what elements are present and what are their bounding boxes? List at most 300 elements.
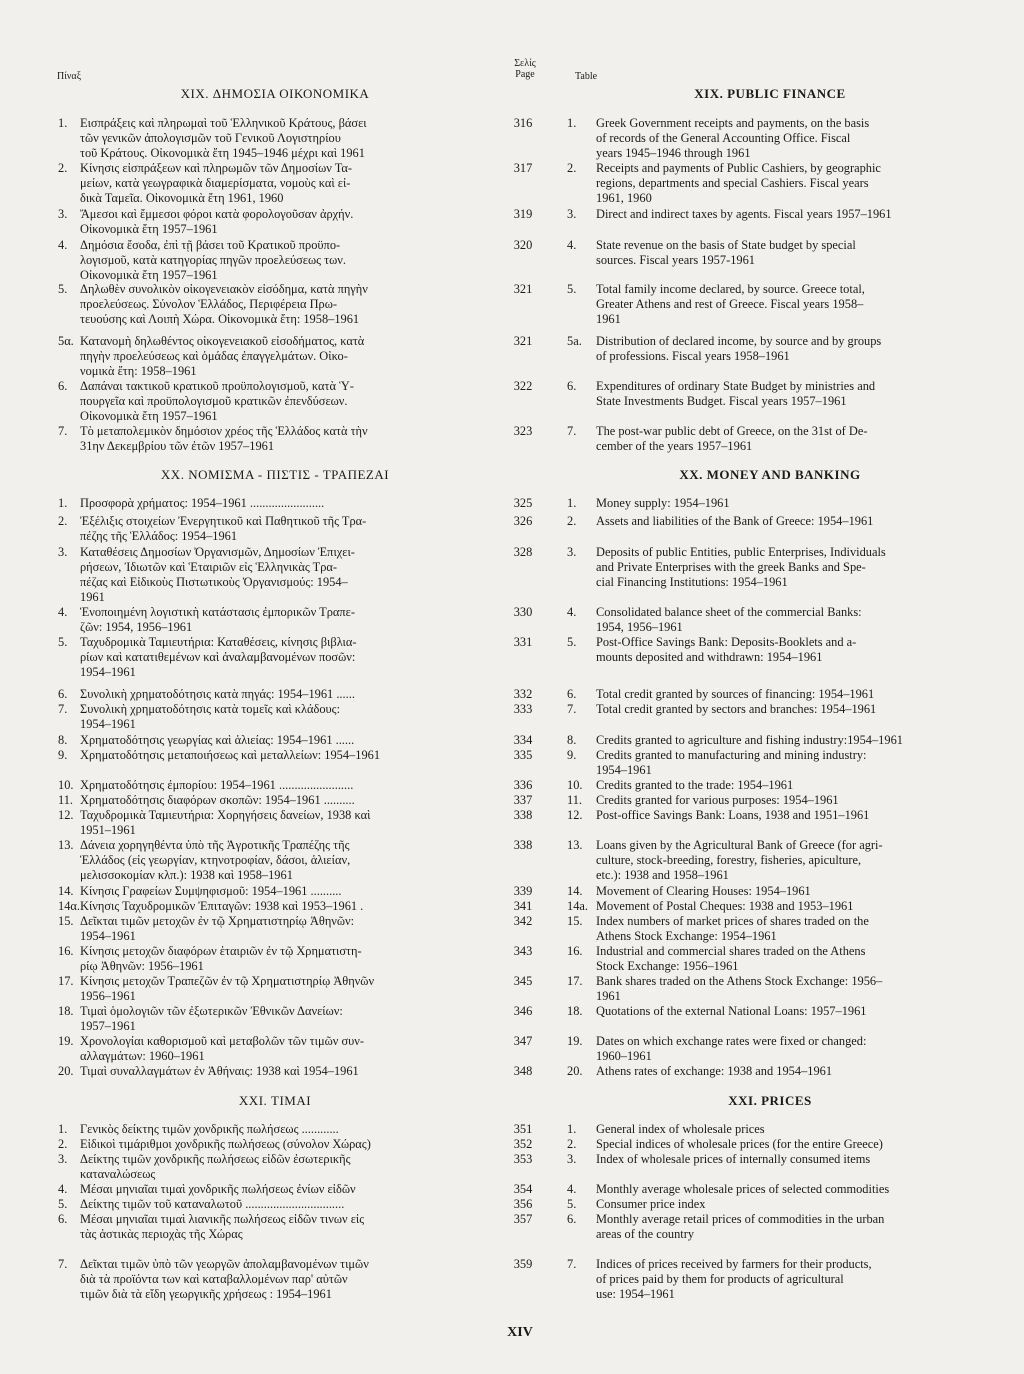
text-line: Expenditures of ordinary State Budget by ministries and	[596, 379, 876, 393]
entry-number-greek: 4.	[58, 1182, 68, 1196]
text-line: Greek Government receipts and payments, on the basis	[596, 116, 870, 130]
text-line: Bank shares traded on the Athens Stock Exchange: 1956–	[596, 974, 883, 988]
entry-title-greek	[80, 424, 498, 454]
entry-title-greek	[80, 778, 498, 793]
text-line: Loans given by the Agricultural Bank of Greece (for agri-	[596, 838, 883, 852]
page-column-label	[505, 58, 545, 80]
entry-number-greek: 14α.	[58, 899, 80, 913]
text-line: Χρονολογίαι καθορισμοῦ καὶ μεταβολῶν τῶν τιμῶν συν-	[80, 1034, 365, 1048]
entry-number-greek: 18.	[58, 1004, 74, 1018]
entry-title-english	[596, 1122, 972, 1137]
text-line: Δάνεια χορηγηθέντα ὑπὸ τῆς Ἀγροτικῆς Τραπέζης τῆς	[80, 838, 350, 852]
entry-number-greek: 3.	[58, 1152, 68, 1166]
text-line: of professions. Fiscal years 1958–1961	[596, 349, 790, 363]
entry-number-greek: 3.	[58, 207, 68, 221]
entry-page-number: 321	[513, 334, 533, 348]
entry-title-english	[596, 838, 972, 883]
text-line: Οἰκονομικὰ ἔτη 1957–1961	[80, 268, 218, 282]
text-line: μείων, κατὰ γεωγραφικὰ διαμερίσματα, νομοὺς καὶ εἰ-	[80, 176, 351, 190]
entry-title-greek	[80, 974, 498, 1004]
text-line: Credits granted for various purposes: 1954–1961	[596, 793, 839, 807]
text-line: Συνολικὴ χρηματοδότησις κατὰ πηγάς: 1954–1961 ......	[80, 687, 355, 701]
entry-number-english: 6.	[567, 379, 577, 393]
text-line: Δεῖκται τιμῶν μετοχῶν ἐν τῷ Χρηματιστηρίῳ Ἀθηνῶν:	[80, 914, 355, 928]
text-line: Special indices of wholesale prices (for the entire Greece)	[596, 1137, 883, 1151]
text-line: πέζης τῆς Ἑλλάδος: 1954–1961	[80, 529, 238, 543]
entry-title-greek	[80, 838, 498, 883]
entry-number-english: 4.	[567, 1182, 577, 1196]
text-line: Δείκτης τιμῶν χονδρικῆς πωλήσεως εἰδῶν ἐσωτερικῆς	[80, 1152, 351, 1166]
text-line: Εἰδικοὶ τιμάριθμοι χονδρικῆς πωλήσεως (σύνολον Χώρας)	[80, 1137, 371, 1151]
entry-number-greek: 1.	[58, 1122, 68, 1136]
entry-page-number: 346	[513, 1004, 533, 1018]
text-line: καταναλώσεως	[80, 1167, 156, 1181]
entry-title-greek	[80, 702, 498, 732]
entry-title-greek	[80, 1034, 498, 1064]
entry-page-number: 353	[513, 1152, 533, 1166]
text-line: τοῦ Κράτους. Οἰκονομικὰ ἔτη 1945–1946 μέχρι καὶ 1961	[80, 146, 365, 160]
page-number: XIV	[507, 1325, 533, 1340]
text-line: Money supply: 1954–1961	[596, 496, 730, 510]
text-line: Τιμαὶ ὁμολογιῶν τῶν ἐξωτερικῶν Ἐθνικῶν Δανείων:	[80, 1004, 343, 1018]
text-line: πέζας καὶ Εἰδικοὺς Πιστωτικοὺς Ὀργανισμούς: 1954–	[80, 575, 348, 589]
text-line: τιμῶν διὰ τὰ εἴδη γεωργικῆς χρήσεως : 1954–1961	[80, 1287, 332, 1301]
entry-number-english: 2.	[567, 161, 577, 175]
text-line: νομικὰ ἔτη: 1958–1961	[80, 364, 197, 378]
entry-page-number: 320	[513, 238, 533, 252]
section-title-english: XX. MONEY AND BANKING	[679, 467, 861, 482]
entry-number-greek: 4.	[58, 605, 68, 619]
entry-number-english: 16.	[567, 944, 583, 958]
text-line: Monthly average wholesale prices of selected commodities	[596, 1182, 890, 1196]
text-line: ρίῳ Ἀθηνῶν: 1956–1961	[80, 959, 204, 973]
entry-number-greek: 7.	[58, 424, 68, 438]
text-line: μελισσοκομίαν κλπ.): 1938 καὶ 1958–1961	[80, 868, 293, 882]
entry-title-english	[596, 687, 972, 702]
entry-number-english: 5.	[567, 282, 577, 296]
entry-page-number: 338	[513, 838, 533, 852]
entry-number-english: 6.	[567, 687, 577, 701]
text-line: τευούσης καὶ Λοιπὴ Χώρα. Οἰκονομικὰ ἔτη: 1958–1961	[80, 312, 360, 326]
entry-number-greek: 1.	[58, 496, 68, 510]
entry-page-number: 332	[513, 687, 533, 701]
text-line: Χρηματοδότησις μεταποιήσεως καὶ μεταλλείων: 1954–1961	[80, 748, 381, 762]
entry-page-number: 316	[513, 116, 533, 130]
entry-number-greek: 15.	[58, 914, 74, 928]
entry-number-greek: 6.	[58, 379, 68, 393]
entry-title-english	[596, 733, 972, 748]
entry-title-greek	[80, 687, 498, 702]
text-line: 1960–1961	[596, 1049, 652, 1063]
text-line: ζῶν: 1954, 1956–1961	[80, 620, 193, 634]
entry-page-number: 354	[513, 1182, 533, 1196]
text-line: Stock Exchange: 1956–1961	[596, 959, 739, 973]
text-line: ρήσεων, Ἰδιωτῶν καὶ Ἑταιριῶν εἰς Ἑλληνικὰς Τρα-	[80, 560, 338, 574]
entry-number-greek: 11.	[58, 793, 74, 807]
text-line: Index numbers of market prices of shares traded on the	[596, 914, 869, 928]
text-line: Οἰκονομικὰ ἔτη 1957–1961	[80, 409, 218, 423]
entry-title-greek	[80, 1257, 498, 1302]
entry-number-english: 7.	[567, 1257, 577, 1271]
greek-table-column-label: Πίναξ	[57, 71, 82, 82]
entry-title-greek	[80, 899, 498, 914]
entry-number-english: 8.	[567, 733, 577, 747]
text-line: Κατανομὴ δηλωθέντος οἰκογενειακοῦ εἰσοδήματος, κατὰ	[80, 334, 365, 348]
text-line: 1961	[80, 590, 105, 604]
text-line: Total credit granted by sectors and branches: 1954–1961	[596, 702, 877, 716]
entry-number-greek: 6.	[58, 687, 68, 701]
entry-number-greek: 6.	[58, 1212, 68, 1226]
text-line: Monthly average retail prices of commodities in the urban	[596, 1212, 885, 1226]
entry-number-greek: 9.	[58, 748, 68, 762]
text-line: Δείκτης τιμῶν τοῦ καταναλωτοῦ ................................	[80, 1197, 345, 1211]
entry-number-greek: 2.	[58, 514, 68, 528]
entry-number-greek: 13.	[58, 838, 74, 852]
text-line: Τιμαὶ συναλλαγμάτων ἐν Ἀθήναις: 1938 καὶ 1954–1961	[80, 1064, 359, 1078]
entry-title-greek	[80, 116, 498, 161]
entry-number-greek: 8.	[58, 733, 68, 747]
entry-title-greek	[80, 884, 498, 899]
text-line: 1951–1961	[80, 823, 136, 837]
entry-page-number: 336	[513, 778, 533, 792]
text-line: Ἄμεσοι καὶ ἔμμεσοι φόροι κατὰ φορολογοῦσαν ἀρχήν.	[80, 207, 354, 221]
text-line: προελεύσεως. Σύνολον Ἑλλάδος, Περιφέρεια Πρω-	[80, 297, 338, 311]
entry-number-greek: 17.	[58, 974, 74, 988]
text-line: Χρηματοδότησις γεωργίας καὶ ἁλιείας: 1954–1961 ......	[80, 733, 355, 747]
text-line: of records of the General Accounting Office. Fiscal	[596, 131, 851, 145]
entry-title-english	[596, 1137, 972, 1152]
entry-page-number: 343	[513, 944, 533, 958]
text-line: Μέσαι μηνιαῖαι τιμαὶ χονδρικῆς πωλήσεως ἐνίων εἰδῶν	[80, 1182, 356, 1196]
text-line: Movement of Postal Cheques: 1938 and 1953–1961	[596, 899, 854, 913]
text-line: years 1945–1946 through 1961	[596, 146, 751, 160]
entry-title-english	[596, 778, 972, 793]
entry-number-english: 2.	[567, 514, 577, 528]
entry-title-greek	[80, 238, 498, 283]
entry-title-greek	[80, 1152, 498, 1182]
entry-title-greek	[80, 545, 498, 605]
entry-page-number: 322	[513, 379, 533, 393]
entry-number-english: 12.	[567, 808, 583, 822]
entry-number-english: 1.	[567, 496, 577, 510]
entry-page-number: 330	[513, 605, 533, 619]
text-line: διὰ τὰ προϊόντα των καὶ καταβαλλομένων παρ' αὐτῶν	[80, 1272, 348, 1286]
page-column-label-english: Page	[515, 69, 535, 80]
entry-title-greek	[80, 748, 498, 763]
text-line: cember of the years 1957–1961	[596, 439, 753, 453]
text-line: Κίνησις Ταχυδρομικῶν Ἐπιταγῶν: 1938 καὶ 1953–1961 .	[80, 899, 364, 913]
text-line: πηγὴν προελεύσεως καὶ ὁμάδας ἐπαγγελμάτων. Οἰκο-	[80, 349, 348, 363]
section-title-greek: XXI. ΤΙΜΑΙ	[238, 1093, 312, 1108]
text-line: ρίων καὶ κατατιθεμένων καὶ ἀναλαμβανομένων ποσῶν:	[80, 650, 356, 664]
text-line: πουργεῖα καὶ προϋπολογισμοῦ κρατικῶν ἐπενδύσεων.	[80, 394, 348, 408]
entry-page-number: 356	[513, 1197, 533, 1211]
text-line: 1954, 1956–1961	[596, 620, 683, 634]
text-line: areas of the country	[596, 1227, 695, 1241]
entry-title-greek	[80, 514, 498, 544]
text-line: Κίνησις μετοχῶν Τραπεζῶν ἐν τῷ Χρηματιστηρίῳ Ἀθηνῶν	[80, 974, 375, 988]
entry-title-english	[596, 1182, 972, 1197]
entry-number-english: 7.	[567, 702, 577, 716]
text-line: Οἰκονομικὰ ἔτη 1957–1961	[80, 222, 218, 236]
entry-title-english	[596, 808, 972, 823]
entry-title-english	[596, 496, 972, 511]
text-line: δικὰ Ταμεῖα. Οἰκονομικὰ ἔτη 1961, 1960	[80, 191, 284, 205]
entry-page-number: 345	[513, 974, 533, 988]
entry-title-english	[596, 1257, 972, 1302]
entry-title-english	[596, 884, 972, 899]
entry-title-greek	[80, 1064, 498, 1079]
entry-title-greek	[80, 733, 498, 748]
text-line: Post-Office Savings Bank: Deposits-Booklets and a-	[596, 635, 857, 649]
text-line: Direct and indirect taxes by agents. Fiscal years 1957–1961	[596, 207, 892, 221]
text-line: Consumer price index	[596, 1197, 706, 1211]
text-line: 1956–1961	[80, 989, 136, 1003]
entry-number-english: 4.	[567, 605, 577, 619]
text-line: 1957–1961	[80, 1019, 136, 1033]
text-line: culture, stock-breeding, forestry, fisheries, apiculture,	[596, 853, 862, 867]
text-line: Total family income declared, by source. Greece total,	[596, 282, 865, 296]
entry-number-greek: 2.	[58, 161, 68, 175]
entry-number-greek: 20.	[58, 1064, 74, 1078]
entry-title-english	[596, 282, 972, 327]
entry-title-greek	[80, 1212, 498, 1242]
text-line: 1954–1961	[80, 929, 136, 943]
entry-title-english	[596, 334, 972, 364]
entry-title-english	[596, 1212, 972, 1242]
entry-title-greek	[80, 1137, 498, 1152]
entry-title-greek	[80, 161, 498, 206]
entry-number-greek: 7.	[58, 702, 68, 716]
text-line: Quotations of the external National Loans: 1957–1961	[596, 1004, 867, 1018]
text-line: of prices paid by them for products of agricultural	[596, 1272, 844, 1286]
entry-title-greek	[80, 282, 498, 327]
entry-number-english: 5.	[567, 635, 577, 649]
text-line: Post-office Savings Bank: Loans, 1938 and 1951–1961	[596, 808, 870, 822]
entry-title-english	[596, 1152, 972, 1167]
text-line: sources. Fiscal years 1957-1961	[596, 253, 755, 267]
text-line: Συνολικὴ χρηματοδότησις κατὰ τομεῖς καὶ κλάδους:	[80, 702, 341, 716]
text-line: τὰς ἀστικὰς περιοχὰς τῆς Χώρας	[80, 1227, 243, 1241]
entry-title-greek	[80, 1004, 498, 1034]
entry-number-greek: 2.	[58, 1137, 68, 1151]
text-line: Dates on which exchange rates were fixed or changed:	[596, 1034, 867, 1048]
text-line: Δηλωθὲν συνολικὸν οἰκογενειακὸν εἰσόδημα, κατὰ πηγὴν	[80, 282, 368, 296]
entry-title-english	[596, 1004, 972, 1019]
section-title-english: XXI. PRICES	[728, 1093, 812, 1108]
entry-title-english	[596, 514, 972, 529]
entry-page-number: 357	[513, 1212, 533, 1226]
text-line: Distribution of declared income, by source and by groups	[596, 334, 882, 348]
entry-number-english: 1.	[567, 1122, 577, 1136]
entry-page-number: 317	[513, 161, 533, 175]
text-line: λογισμοῦ, κατὰ κατηγορίας πηγῶν προελεύσεως των.	[80, 253, 346, 267]
entry-title-english	[596, 899, 972, 914]
text-line: αλλαγμάτων: 1960–1961	[80, 1049, 205, 1063]
entry-number-english: 7.	[567, 424, 577, 438]
entry-title-english	[596, 635, 972, 665]
text-line: Athens rates of exchange: 1938 and 1954–1961	[596, 1064, 833, 1078]
entry-page-number: 341	[513, 899, 533, 913]
entry-title-english	[596, 116, 972, 161]
entry-page-number: 338	[513, 808, 533, 822]
text-line: The post-war public debt of Greece, on the 31st of De-	[596, 424, 868, 438]
entry-page-number: 331	[513, 635, 533, 649]
entry-title-greek	[80, 207, 498, 237]
entry-title-english	[596, 1034, 972, 1064]
text-line: Μέσαι μηνιαῖαι τιμαὶ λιανικῆς πωλήσεως εἰδῶν τινων εἰς	[80, 1212, 365, 1226]
entry-number-english: 20.	[567, 1064, 583, 1078]
text-line: Ἑλλάδος (εἰς γεωργίαν, κτηνοτροφίαν, δάσοι, ἁλιείαν,	[80, 853, 351, 867]
entry-number-english: 3.	[567, 1152, 577, 1166]
entry-title-english	[596, 161, 972, 206]
entry-number-english: 3.	[567, 545, 577, 559]
entry-page-number: 351	[513, 1122, 533, 1136]
text-line: Greater Athens and rest of Greece. Fiscal years 1958–	[596, 297, 864, 311]
entry-title-english	[596, 207, 972, 222]
entry-number-greek: 7.	[58, 1257, 68, 1271]
text-line: Credits granted to manufacturing and mining industry:	[596, 748, 867, 762]
entry-number-english: 3.	[567, 207, 577, 221]
entry-title-english	[596, 793, 972, 808]
entry-title-greek	[80, 605, 498, 635]
entry-page-number: 328	[513, 545, 533, 559]
entry-page-number: 326	[513, 514, 533, 528]
text-line: Index of wholesale prices of internally consumed items	[596, 1152, 871, 1166]
entry-number-english: 17.	[567, 974, 583, 988]
entry-title-english	[596, 914, 972, 944]
text-line: Εισπράξεις καὶ πληρωμαὶ τοῦ Ἑλληνικοῦ Κράτους, βάσει	[80, 116, 367, 130]
entry-title-greek	[80, 379, 498, 424]
entry-page-number: 319	[513, 207, 533, 221]
text-line: and Private Enterprises with the greek Banks and Spe-	[596, 560, 866, 574]
entry-number-greek: 5α.	[58, 334, 74, 348]
entry-title-greek	[80, 793, 498, 808]
entry-number-greek: 14.	[58, 884, 74, 898]
text-line: Credits granted to the trade: 1954–1961	[596, 778, 794, 792]
entry-title-english	[596, 238, 972, 268]
text-line: Ταχυδρομικὰ Ταμιευτήρια: Χορηγήσεις δανείων, 1938 καὶ	[80, 808, 371, 822]
section-title-english: XIX. PUBLIC FINANCE	[694, 86, 846, 101]
entry-page-number: 352	[513, 1137, 533, 1151]
english-table-column-label: Table	[575, 71, 598, 82]
entry-number-english: 13.	[567, 838, 583, 852]
text-line: 1954–1961	[596, 763, 652, 777]
text-line: Ταχυδρομικὰ Ταμιευτήρια: Καταθέσεις, κίνησις βιβλια-	[80, 635, 357, 649]
entry-title-english	[596, 1197, 972, 1212]
entry-page-number: 321	[513, 282, 533, 296]
entry-title-greek	[80, 496, 498, 511]
entry-title-greek	[80, 1182, 498, 1197]
text-line: Κίνησις μετοχῶν διαφόρων ἑταιριῶν ἐν τῷ Χρηματιστη-	[80, 944, 362, 958]
entry-number-english: 5.	[567, 1197, 577, 1211]
entry-number-english: 4.	[567, 238, 577, 252]
text-line: Receipts and payments of Public Cashiers, by geographic	[596, 161, 881, 175]
entry-title-greek	[80, 334, 498, 379]
text-line: regions, departments and special Cashiers. Fiscal years	[596, 176, 869, 190]
entry-number-greek: 19.	[58, 1034, 74, 1048]
text-line: etc.): 1938 and 1958–1961	[596, 868, 729, 882]
text-line: τῶν γενικῶν ἀπολογισμῶν τοῦ Γενικοῦ Λογιστηρίου	[80, 131, 341, 145]
text-line: 1961, 1960	[596, 191, 652, 205]
entry-number-english: 14a.	[567, 899, 588, 913]
entry-number-english: 1.	[567, 116, 577, 130]
text-line: Τὸ μεταπολεμικὸν δημόσιον χρέος τῆς Ἑλλάδος κατὰ τὴν	[80, 424, 368, 438]
text-line: Κίνησις Γραφείων Συμψηφισμοῦ: 1954–1961 ..........	[80, 884, 342, 898]
text-line: Deposits of public Entities, public Enterprises, Individuals	[596, 545, 886, 559]
text-line: mounts deposited and withdrawn: 1954–1961	[596, 650, 823, 664]
text-line: Καταθέσεις Δημοσίων Ὀργανισμῶν, Δημοσίων Ἐπιχει-	[80, 545, 355, 559]
entry-number-english: 14.	[567, 884, 583, 898]
entry-title-english	[596, 974, 972, 1004]
entry-title-english	[596, 424, 972, 454]
text-line: Χρηματοδότησις διαφόρων σκοπῶν: 1954–1961 ..........	[80, 793, 355, 807]
page-column-label-greek: Σελίς	[514, 58, 536, 69]
text-line: Ἑνοποιημένη λογιστικὴ κατάστασις ἐμπορικῶν Τραπε-	[80, 605, 355, 619]
entry-number-greek: 16.	[58, 944, 74, 958]
entry-page-number: 333	[513, 702, 533, 716]
text-line: Χρηματοδότησις ἐμπορίου: 1954–1961 ........................	[80, 778, 354, 792]
text-line: Δεῖκται τιμῶν ὑπὸ τῶν γεωργῶν ἀπολαμβανομένων τιμῶν	[80, 1257, 369, 1271]
entry-number-english: 19.	[567, 1034, 583, 1048]
entry-title-english	[596, 379, 972, 409]
entry-title-english	[596, 545, 972, 590]
entry-page-number: 342	[513, 914, 533, 928]
entry-number-english: 6.	[567, 1212, 577, 1226]
text-line: Indices of prices received by farmers for their products,	[596, 1257, 872, 1271]
entry-title-english	[596, 605, 972, 635]
section-title-greek: XIX. ΔΗΜΟΣΙΑ ΟΙΚΟΝΟΜΙΚΑ	[180, 86, 370, 101]
entry-title-english	[596, 748, 972, 778]
entry-page-number: 325	[513, 496, 533, 510]
text-line: Total credit granted by sources of financing: 1954–1961	[596, 687, 875, 701]
entry-page-number: 334	[513, 733, 533, 747]
text-line: 1954–1961	[80, 717, 136, 731]
entry-page-number: 359	[513, 1257, 533, 1271]
text-line: Κίνησις εἰσπράξεων καὶ πληρωμῶν τῶν Δημοσίων Τα-	[80, 161, 353, 175]
entry-title-greek	[80, 1197, 498, 1212]
entry-page-number: 339	[513, 884, 533, 898]
entry-number-english: 18.	[567, 1004, 583, 1018]
text-line: Movement of Clearing Houses: 1954–1961	[596, 884, 811, 898]
text-line: 1954–1961	[80, 665, 136, 679]
entry-number-greek: 1.	[58, 116, 68, 130]
entry-page-number: 348	[513, 1064, 533, 1078]
entry-number-greek: 5.	[58, 1197, 68, 1211]
text-line: Consolidated balance sheet of the commercial Banks:	[596, 605, 862, 619]
text-line: 1961	[596, 312, 621, 326]
entry-title-greek	[80, 635, 498, 680]
text-line: Δαπάναι τακτικοῦ κρατικοῦ προϋπολογισμοῦ, κατὰ Ὑ-	[80, 379, 354, 393]
section-title-greek: XX. ΝΟΜΙΣΜΑ - ΠΙΣΤΙΣ - ΤΡΑΠΕΖΑΙ	[160, 467, 390, 482]
entry-title-greek	[80, 1122, 498, 1137]
text-line: General index of wholesale prices	[596, 1122, 765, 1136]
entry-title-greek	[80, 944, 498, 974]
entry-page-number: 323	[513, 424, 533, 438]
text-line: use: 1954–1961	[596, 1287, 675, 1301]
text-line: State revenue on the basis of State budget by special	[596, 238, 856, 252]
entry-title-english	[596, 702, 972, 717]
entry-title-english	[596, 944, 972, 974]
entry-number-english: 11.	[567, 793, 583, 807]
text-line: 31ην Δεκεμβρίου τῶν ἐτῶν 1957–1961	[80, 439, 275, 453]
text-line: Ἐξέλιξις στοιχείων Ἐνεργητικοῦ καὶ Παθητικοῦ τῆς Τρα-	[80, 514, 367, 528]
text-line: State Investments Budget. Fiscal years 1957–1961	[596, 394, 847, 408]
entry-number-greek: 5.	[58, 282, 68, 296]
entry-number-english: 10.	[567, 778, 583, 792]
text-line: Δημόσια ἔσοδα, ἐπὶ τῇ βάσει τοῦ Κρατικοῦ προϋπο-	[80, 238, 341, 252]
entry-number-greek: 3.	[58, 545, 68, 559]
